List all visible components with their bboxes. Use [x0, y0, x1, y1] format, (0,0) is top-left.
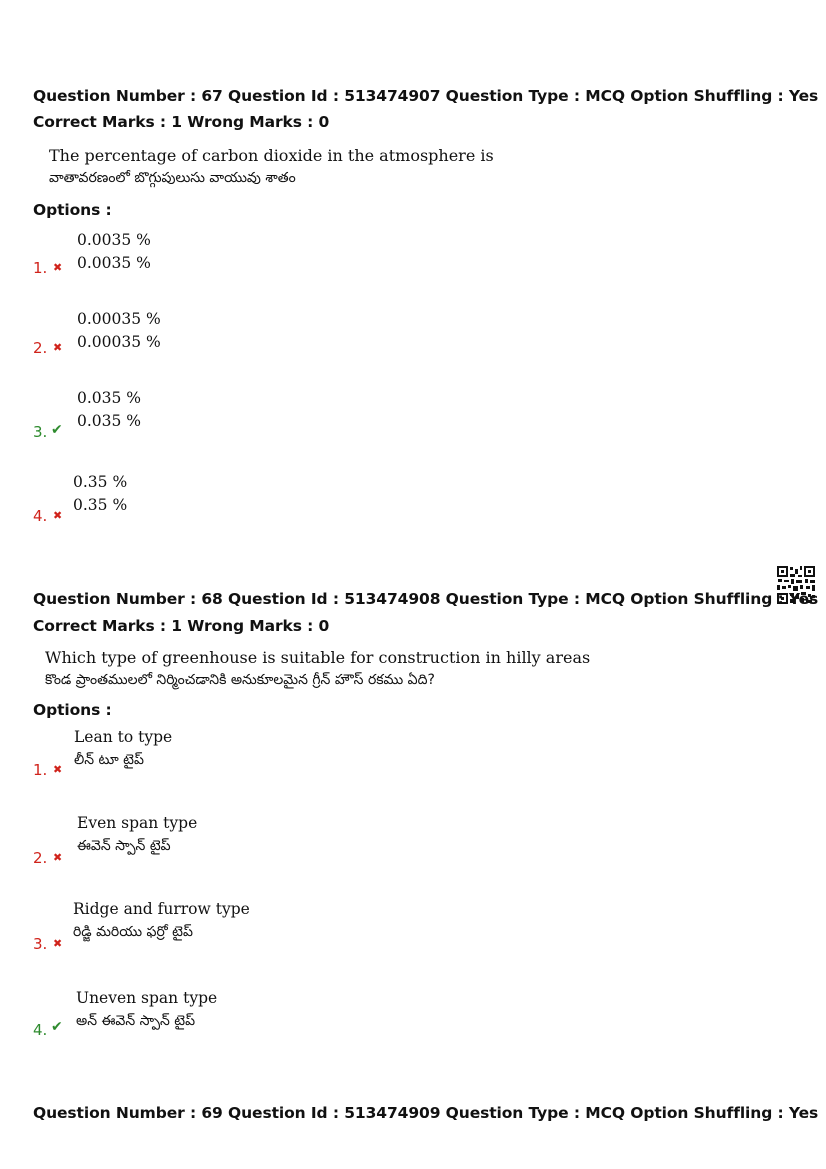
option-text-alt: 0.35 %	[73, 496, 128, 514]
option-number: 2.	[33, 849, 48, 867]
option-text-en: Ridge and furrow type	[73, 900, 250, 918]
option-number: 3.	[33, 935, 48, 953]
question-text-en: Which type of greenhouse is suitable for construction in hilly areas	[45, 648, 591, 667]
option-2	[77, 812, 197, 858]
option-text-en: 0.35 %	[73, 473, 128, 491]
option-1	[77, 229, 151, 275]
options-label-67: Options :	[33, 201, 112, 219]
question-text-67	[49, 145, 494, 189]
cross-icon: ✖	[53, 937, 63, 950]
check-icon: ✔	[51, 1019, 63, 1035]
option-number: 1.	[33, 259, 48, 277]
question-header-68: Question Number : 68 Question Id : 513474908 Question Type : MCQ Option Shuffling : Yes	[33, 590, 819, 608]
option-text-en: 0.0035 %	[77, 231, 151, 249]
question-text-68	[45, 647, 590, 691]
option-text-alt: 0.0035 %	[77, 254, 151, 272]
option-text-en: 0.035 %	[77, 389, 142, 407]
option-4	[73, 471, 127, 517]
option-text-alt: ఈవెన్ స్పాన్ టైప్	[77, 838, 171, 854]
cross-icon: ✖	[53, 763, 63, 776]
question-header-69: Question Number : 69 Question Id : 513474909 Question Type : MCQ Option Shuffling : Yes	[33, 1104, 819, 1122]
option-text-alt: 0.00035 %	[77, 333, 161, 351]
option-number: 3.	[33, 423, 48, 441]
cross-icon: ✖	[53, 851, 63, 864]
question-text-en: The percentage of carbon dioxide in the atmosphere is	[49, 146, 494, 165]
option-number: 1.	[33, 761, 48, 779]
option-number: 2.	[33, 339, 48, 357]
question-marks-68: Correct Marks : 1 Wrong Marks : 0	[33, 617, 330, 635]
options-label-68: Options :	[33, 701, 112, 719]
option-1	[74, 726, 172, 772]
option-3	[77, 387, 141, 433]
option-3	[73, 898, 250, 944]
option-text-alt: రిడ్జి మరియు ఫర్రో టైప్	[73, 924, 193, 940]
option-text-en: Lean to type	[74, 728, 173, 746]
cross-icon: ✖	[53, 261, 63, 274]
question-header-67: Question Number : 67 Question Id : 513474907 Question Type : MCQ Option Shuffling : Yes	[33, 87, 819, 105]
question-marks-67: Correct Marks : 1 Wrong Marks : 0	[33, 113, 330, 131]
option-text-alt: అన్ ఈవెన్ స్పాన్ టైప్	[76, 1013, 196, 1029]
option-text-en: Even span type	[77, 814, 198, 832]
option-number: 4.	[33, 1021, 48, 1039]
question-text-te: కొండ ప్రాంతములలో నిర్మించడానికి అనుకూలమైన గ్రీన్ హౌస్ రకము ఏది?	[45, 672, 435, 688]
option-2	[77, 308, 161, 354]
option-text-alt: 0.035 %	[77, 412, 142, 430]
question-text-te: వాతావరణంలో బొగ్గుపులుసు వాయువు శాతం	[49, 170, 296, 186]
option-text-alt: లీన్ టూ టైప్	[74, 752, 144, 768]
cross-icon: ✖	[53, 341, 63, 354]
option-text-en: Uneven span type	[76, 989, 218, 1007]
check-icon: ✔	[51, 422, 63, 438]
option-number: 4.	[33, 507, 48, 525]
option-text-en: 0.00035 %	[77, 310, 161, 328]
option-4	[76, 987, 217, 1033]
cross-icon: ✖	[53, 509, 63, 522]
